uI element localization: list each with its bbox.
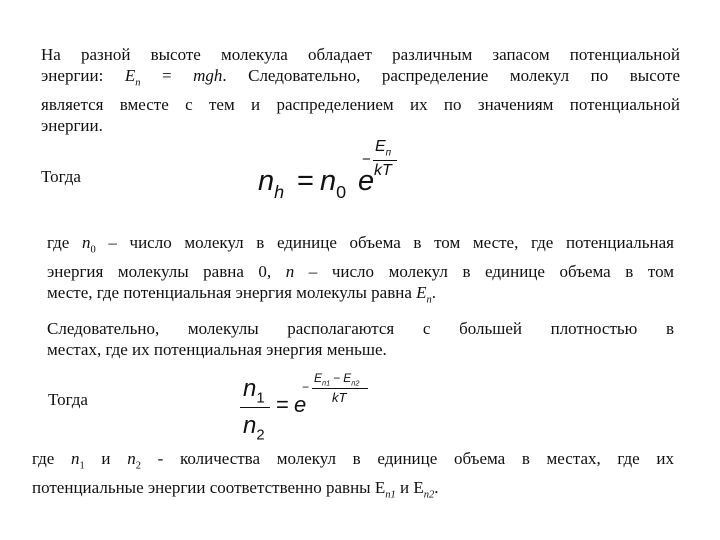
formula2-e: e bbox=[294, 392, 307, 417]
definitions-line-2 bbox=[47, 261, 674, 282]
formula1-fraction-bar bbox=[373, 160, 397, 161]
text: - количества молекул в единице объема в местах, где их bbox=[140, 449, 674, 468]
formula1-n bbox=[258, 165, 284, 203]
symbol-mgh: mgh bbox=[193, 66, 223, 85]
subscript: п bbox=[135, 77, 141, 89]
text: где bbox=[32, 449, 71, 468]
text: . bbox=[431, 282, 437, 302]
subscript: п2 bbox=[351, 378, 360, 388]
text: . Следовательно, распределение молекул по высоте bbox=[222, 66, 680, 85]
formula1-equals: = bbox=[297, 165, 314, 197]
minus: − bbox=[333, 371, 341, 385]
subscript-0: 0 bbox=[336, 182, 347, 203]
symbol-n: n bbox=[243, 412, 257, 439]
paragraph-definitions bbox=[47, 232, 674, 310]
formula1-e: e bbox=[358, 165, 375, 197]
text: = bbox=[140, 66, 194, 85]
ratio-line-2 bbox=[32, 477, 674, 506]
subscript-2: 2 bbox=[135, 460, 141, 472]
subscript-2: 2 bbox=[256, 427, 265, 444]
conclusion-line-2: местах, где их потенциальная энергия меньше. bbox=[47, 340, 387, 359]
formula2-exp-numerator bbox=[314, 371, 360, 387]
subscript-0: 0 bbox=[90, 244, 96, 256]
text: энергия молекулы равна 0, bbox=[47, 261, 286, 281]
formula2-fraction-bar bbox=[240, 407, 270, 408]
subscript: п1 bbox=[322, 378, 331, 388]
intro-line-4: энергии. bbox=[41, 115, 103, 135]
formula1-exp-minus: − bbox=[362, 151, 371, 168]
symbol-E: E bbox=[124, 66, 136, 85]
definitions-line-1 bbox=[47, 232, 674, 261]
intro-line-1: На разной высоте молекула обладает различным запасом потенциальной bbox=[41, 45, 680, 64]
symbol-E: E bbox=[314, 371, 323, 385]
subscript-1: 1 bbox=[256, 390, 265, 407]
symbol-n: n bbox=[70, 449, 80, 468]
formula2-exp-bar bbox=[312, 388, 368, 389]
symbol-E: E bbox=[416, 282, 427, 302]
text: энергии: bbox=[41, 66, 125, 85]
subscript-1: 1 bbox=[79, 460, 85, 472]
symbol-n: n bbox=[81, 233, 91, 252]
formula2-exp-denominator: kT bbox=[332, 390, 347, 405]
paragraph-conclusion bbox=[47, 318, 674, 360]
formula1-exp-denominator: kT bbox=[374, 162, 392, 179]
formula2-numerator bbox=[243, 375, 265, 407]
text: где bbox=[47, 233, 82, 252]
subscript: п bbox=[385, 147, 392, 159]
subscript-h: h bbox=[274, 182, 285, 203]
paragraph-ratio-definitions bbox=[32, 448, 674, 505]
conclusion-line-1: Следовательно, молекулы располагаются с большей плотностью в bbox=[47, 319, 674, 338]
formula1-exp-numerator bbox=[375, 138, 391, 158]
intro-line-2 bbox=[41, 65, 680, 94]
subscript: п2 bbox=[423, 489, 435, 501]
label-then-1: Тогда bbox=[41, 167, 81, 186]
text: и bbox=[84, 449, 128, 468]
symbol-n: n bbox=[127, 449, 136, 468]
paragraph-intro bbox=[41, 44, 680, 136]
intro-line-3: является вместе с тем и распределением их по значениям потенциальной bbox=[41, 94, 680, 114]
subscript: п1 bbox=[385, 489, 396, 501]
label-then-2: Тогда bbox=[48, 390, 88, 409]
text: месте, где потенциальная энергия молекулы равна bbox=[47, 282, 417, 302]
symbol-E: E bbox=[343, 371, 352, 385]
symbol-n: n bbox=[243, 375, 257, 402]
formula2-equals: = bbox=[276, 392, 289, 417]
subscript: п bbox=[426, 294, 432, 306]
symbol-n: n bbox=[285, 261, 295, 281]
symbol-n: n bbox=[258, 165, 275, 197]
definitions-line-3 bbox=[47, 282, 674, 311]
text: . bbox=[434, 477, 439, 497]
symbol-n: n bbox=[320, 165, 337, 197]
ratio-line-1 bbox=[32, 448, 674, 477]
formula2-denominator bbox=[243, 412, 265, 444]
symbol-E: E bbox=[375, 138, 386, 155]
formula1-n0 bbox=[320, 165, 346, 203]
formula2-exp-minus: − bbox=[302, 380, 310, 394]
text: потенциальные энергии соответственно равны Е bbox=[32, 477, 386, 497]
text: и Е bbox=[395, 477, 424, 497]
text: – число молекул в единице объема в том bbox=[294, 261, 674, 281]
text: – число молекул в единице объема в том месте, где потенциальная bbox=[95, 233, 674, 252]
